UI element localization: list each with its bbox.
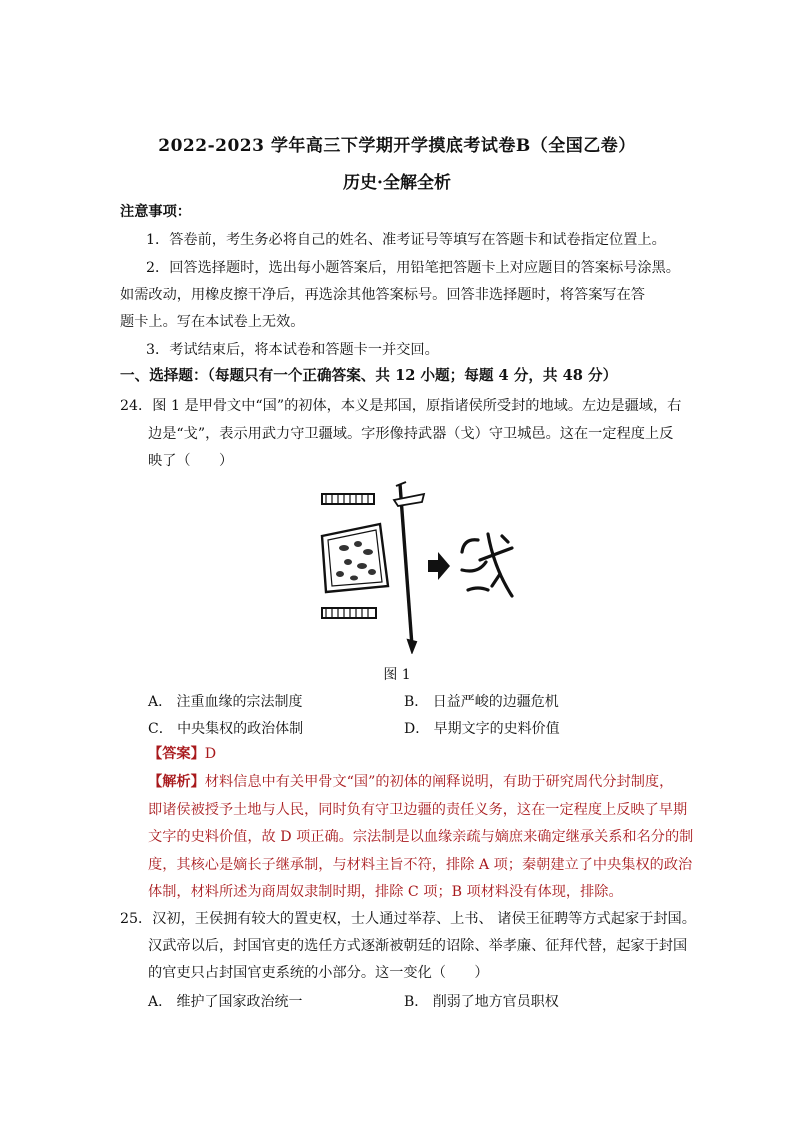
notice-item: 3．考试结束后，将本试卷和答题卡一并交回。 [146, 342, 439, 358]
section-heading: 一、选择题：（每题只有一个正确答案、共 12 小题；每题 4 分，共 48 分） [120, 367, 618, 384]
analysis-text: 体制，材料所述为商周奴隶制时期，排除 C 项；B 项材料没有体现，排除。 [148, 884, 623, 900]
page-title: 2022-2023 学年高三下学期开学摸底考试卷B（全国乙卷） [158, 136, 636, 156]
notice-item: 1．答卷前，考生务必将自己的姓名、准考证号等填写在答题卡和试卷指定位置上。 [146, 232, 666, 248]
analysis-text: 度，其核心是嫡长子继承制，与材料主旨不符，排除 A 项；秦朝建立了中央集权的政治 [148, 857, 693, 873]
answer-label: 【答案】 [148, 746, 205, 762]
answer-value: D [204, 746, 217, 762]
option-b[interactable]: B． 日益严峻的边疆危机 [404, 694, 559, 710]
option-c[interactable]: C． 中央集权的政治体制 [148, 721, 304, 737]
figure-caption: 图 1 [383, 667, 411, 683]
notice-item: 2．回答选择题时，选出每小题答案后，用铅笔把答题卡上对应题目的答案标号涂黑。 [146, 260, 680, 276]
question-25-text: 25．汉初，王侯拥有较大的置吏权，士人通过举荐、上书、 诸侯王征聘等方式起家于封国。 [120, 911, 696, 927]
option-a[interactable]: A． 注重血缘的宗法制度 [148, 694, 303, 710]
analysis-text: 材料信息中有关甲骨文“国”的初体的阐释说明，有助于研究周代分封制度， [204, 774, 674, 790]
option-d[interactable]: D． 早期文字的史料价值 [404, 721, 560, 737]
page-subtitle: 历史·全解全析 [343, 173, 451, 193]
question-24-text: 24．图 1 是甲骨文中“国”的初体，本义是邦国，原指诸侯所受封的地域。左边是疆域，右 [120, 398, 682, 414]
question-25-text: 汉武帝以后，封国官吏的选任方式逐渐被朝廷的诏除、举孝廉、征拜代替，起家于封国 [148, 938, 688, 954]
notice-item: 题卡上。写在本试卷上无效。 [120, 314, 305, 330]
question-24-text: 映了（ ） [148, 453, 234, 469]
answer-line [148, 745, 216, 763]
analysis-line [148, 773, 673, 791]
oracle-bone-guo-figure [312, 478, 524, 654]
question-24-text: 边是“戈”，表示用武力守卫疆域。字形像持武器（戈）守卫城邑。这在一定程度上反 [148, 426, 674, 442]
notice-item: 如需改动，用橡皮擦干净后，再选涂其他答案标号。回答非选择题时，将答案写在答 [120, 287, 645, 303]
analysis-text: 即诸侯被授予土地与人民，同时负有守卫边疆的责任义务，这在一定程度上反映了早期 [148, 802, 688, 818]
question-25-text: 的官吏只占封国官吏系统的小部分。这一变化（ ） [148, 965, 489, 981]
analysis-label: 【解析】 [148, 774, 205, 790]
option-a[interactable]: A． 维护了国家政治统一 [148, 994, 303, 1010]
analysis-text: 文字的史料价值，故 D 项正确。宗法制是以血缘亲疏与嫡庶来确定继承关系和名分的制 [148, 829, 694, 845]
option-b[interactable]: B． 削弱了地方官员职权 [404, 994, 559, 1010]
notice-heading: 注意事项： [120, 204, 191, 220]
